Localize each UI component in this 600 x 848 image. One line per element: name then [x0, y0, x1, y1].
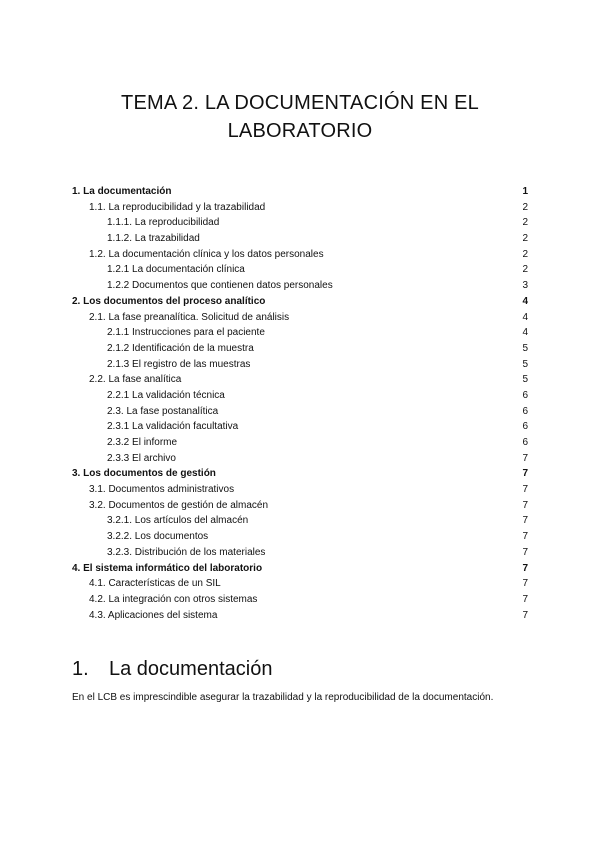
- toc-entry-page: 6: [522, 437, 528, 448]
- toc-entry-label: 2. Los documentos del proceso analítico: [72, 295, 266, 307]
- toc-entry[interactable]: [72, 529, 528, 545]
- toc-entry-page: 2: [522, 248, 528, 260]
- toc-entry-label: 2.2. La fase analítica: [89, 374, 182, 386]
- toc-entry-label: 2.3.3 El archivo: [107, 452, 176, 464]
- toc-entry[interactable]: [72, 466, 528, 482]
- toc-entry[interactable]: [72, 592, 528, 608]
- toc-entry-page: 7: [522, 499, 528, 511]
- section-number: 1.: [72, 658, 89, 680]
- toc-entry-page: 4: [522, 311, 528, 323]
- toc-entry-label: 2.1. La fase preanalítica. Solicitud de análisis: [89, 311, 290, 323]
- toc-entry-page: 2: [522, 217, 528, 229]
- toc-entry-label: 2.1.3 El registro de las muestras: [107, 358, 251, 370]
- toc-entry-label: 4.3. Aplicaciones del sistema: [89, 609, 218, 621]
- toc-entry-page: 7: [522, 468, 528, 480]
- toc-entry-label: 1.2.1 La documentación clínica: [107, 264, 245, 276]
- toc-entry[interactable]: [72, 247, 528, 263]
- toc-entry[interactable]: [72, 357, 528, 373]
- body-paragraph: En el LCB es imprescindible asegurar la trazabilidad y la reproducibilidad de la documentación.: [72, 692, 494, 703]
- toc-entry[interactable]: [72, 372, 528, 388]
- toc-entry-label: 3.2. Documentos de gestión de almacén: [89, 499, 268, 511]
- toc-entry-label: 1.2.2 Documentos que contienen datos personales: [107, 280, 333, 292]
- toc-entry[interactable]: [72, 576, 528, 592]
- toc-entry-page: 5: [522, 374, 528, 386]
- toc-entry-label: 2.3.2 El informe: [107, 437, 178, 448]
- toc-entry[interactable]: [72, 184, 528, 200]
- toc-entry-label: 4.1. Características de un SIL: [89, 578, 221, 590]
- toc-entry[interactable]: [72, 200, 528, 216]
- toc-entry-label: 1.1. La reproducibilidad y la trazabilidad: [89, 201, 266, 213]
- toc-entry-page: 7: [522, 593, 528, 605]
- toc-entry-page: 5: [522, 342, 528, 354]
- toc-entry[interactable]: [72, 310, 528, 326]
- toc-entry-page: 1: [522, 186, 528, 197]
- toc-entry-page: 6: [522, 421, 528, 433]
- toc-entry[interactable]: [72, 262, 528, 278]
- section-title: La documentación: [109, 658, 273, 680]
- toc-entry-page: 7: [522, 609, 528, 621]
- toc-entry[interactable]: [72, 513, 528, 529]
- toc-entry[interactable]: [72, 419, 528, 435]
- toc-entry[interactable]: [72, 294, 528, 310]
- toc-entry-label: 2.3.1 La validación facultativa: [107, 421, 239, 433]
- toc-entry-page: 6: [522, 405, 528, 417]
- toc-entry-page: 5: [522, 358, 528, 370]
- toc-entry-label: 1. La documentación: [72, 186, 172, 197]
- toc-entry[interactable]: [72, 231, 528, 247]
- toc-entry[interactable]: [72, 435, 528, 451]
- toc-entry[interactable]: [72, 561, 528, 577]
- toc-entry-page: 6: [522, 389, 528, 401]
- toc-entry-page: 7: [522, 531, 528, 543]
- toc-entry-page: 7: [522, 578, 528, 590]
- toc-entry[interactable]: [72, 451, 528, 467]
- toc-entry[interactable]: [72, 278, 528, 294]
- toc-entry-page: 3: [522, 280, 528, 292]
- toc-entry-label: 1.1.2. La trazabilidad: [107, 233, 200, 245]
- toc-entry-label: 2.1.2 Identificación de la muestra: [107, 342, 254, 354]
- toc-entry[interactable]: [72, 388, 528, 404]
- toc-entry-label: 3.2.3. Distribución de los materiales: [107, 546, 266, 558]
- toc-entry-label: 2.1.1 Instrucciones para el paciente: [107, 327, 265, 339]
- toc-entry[interactable]: [72, 404, 528, 420]
- toc-entry-page: 4: [522, 295, 528, 307]
- toc-entry-label: 2.3. La fase postanalítica: [107, 405, 219, 417]
- toc-entry-label: 3. Los documentos de gestión: [72, 468, 216, 480]
- toc-entry-page: 4: [522, 327, 528, 339]
- toc-entry[interactable]: [72, 608, 528, 624]
- toc-entry[interactable]: [72, 215, 528, 231]
- toc-entry[interactable]: [72, 545, 528, 561]
- toc-entry-label: 3.1. Documentos administrativos: [89, 484, 235, 496]
- toc-entry-label: 2.2.1 La validación técnica: [107, 389, 225, 401]
- document-title-line-1: TEMA 2. LA DOCUMENTACIÓN EN EL: [121, 92, 479, 114]
- toc-entry-page: 7: [522, 452, 528, 464]
- toc-entry-label: 4.2. La integración con otros sistemas: [89, 593, 258, 605]
- toc-entry-page: 7: [522, 484, 528, 496]
- table-of-contents: [72, 184, 528, 623]
- toc-entry-page: 7: [522, 562, 528, 574]
- toc-entry-label: 3.2.1. Los artículos del almacén: [107, 515, 249, 527]
- toc-entry-page: 2: [522, 233, 528, 245]
- toc-entry-page: 2: [522, 264, 528, 276]
- toc-entry[interactable]: [72, 498, 528, 514]
- toc-entry-page: 7: [522, 515, 528, 527]
- toc-entry[interactable]: [72, 482, 528, 498]
- toc-entry-label: 4. El sistema informático del laboratorio: [72, 562, 263, 574]
- toc-entry-page: 7: [522, 546, 528, 558]
- document-title-line-2: LABORATORIO: [227, 120, 373, 142]
- toc-entry[interactable]: [72, 325, 528, 341]
- toc-entry-label: 1.2. La documentación clínica y los datos personales: [89, 248, 324, 260]
- toc-entry-page: 2: [522, 201, 528, 213]
- toc-entry[interactable]: [72, 341, 528, 357]
- toc-entry-label: 1.1.1. La reproducibilidad: [107, 217, 220, 229]
- toc-entry-label: 3.2.2. Los documentos: [107, 531, 209, 543]
- section-heading: [72, 658, 272, 681]
